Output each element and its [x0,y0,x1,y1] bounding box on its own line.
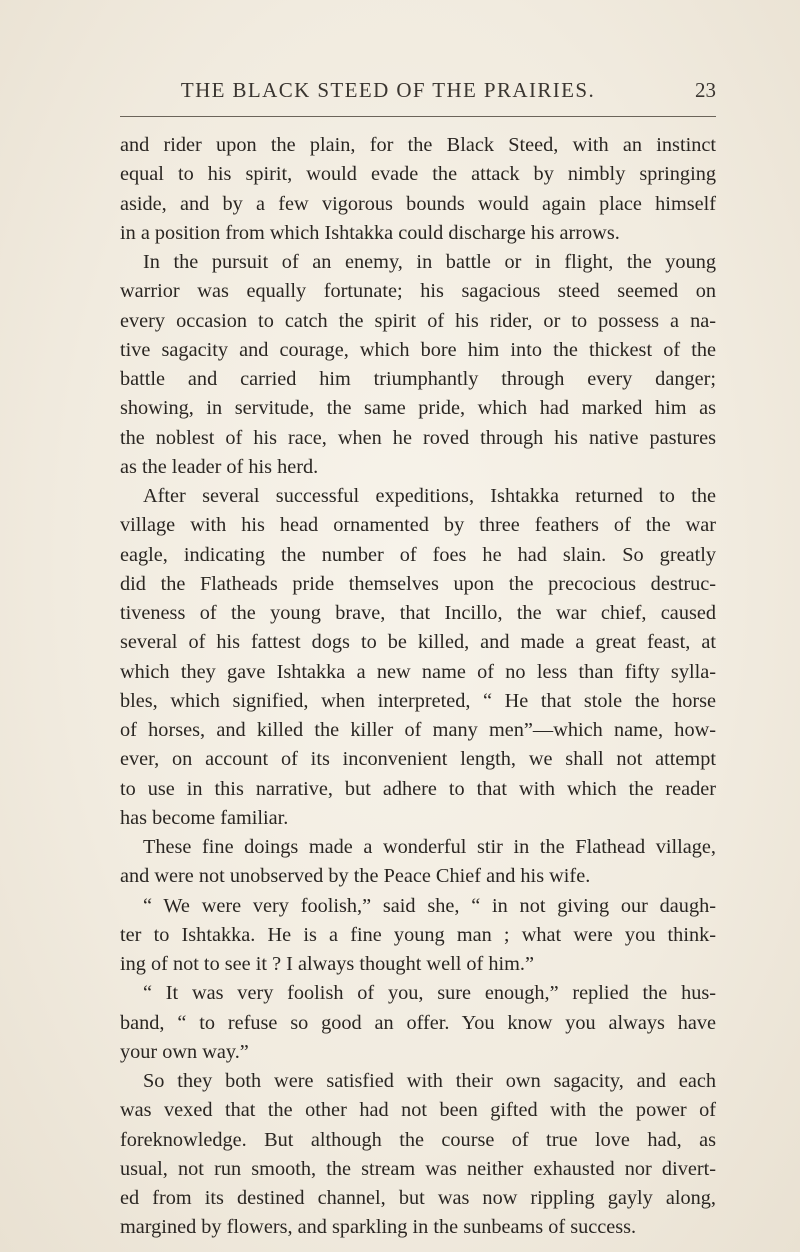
text-line: tive sagacity and courage, which bore him into the thickest of the [120,338,716,361]
text-line: village with his head ornamented by three feathers of the war [120,514,716,537]
text-line: ed from its destined channel, but was now rippling gayly along, [120,1187,716,1209]
text-line: In the pursuit of an enemy, in battle or in flight, the young [143,251,716,273]
text-line: has become familiar. [120,806,289,829]
page-header [120,78,716,110]
text-line: foreknowledge. But although the course of true love had, as [120,1128,716,1151]
text-line: and rider upon the plain, for the Black Steed, with an instinct [120,134,716,156]
text-line: eagle, indicating the number of foes he had slain. So greatly [120,543,716,566]
text-line: “ We were very foolish,” said she, “ in not giving our daugh- [143,894,716,917]
text-line: in a position from which Ishtakka could discharge his arrows. [120,221,620,244]
page-number: 23 [695,78,716,102]
text-line: showing, in servitude, the same pride, which had marked him as [120,397,716,420]
text-line: After several successful expeditions, Ishtakka returned to the [143,485,716,507]
text-line: These fine doings made a wonderful stir in the Flathead village, [143,836,716,858]
header-rule [120,116,716,117]
text-line: was vexed that the other had not been gifted with the power of [120,1099,716,1122]
text-line: ing of not to see it ? I always thought well of him.” [120,953,534,975]
text-line: ter to Ishtakka. He is a fine young man ; what were you think- [120,923,716,946]
text-line: every occasion to catch the spirit of his rider, or to possess a na- [120,309,716,332]
text-line: band, “ to refuse so good an offer. You know you always have [120,1011,716,1034]
text-line: usual, not run smooth, the stream was neither exhausted nor divert- [120,1157,716,1180]
text-line: warrior was equally fortunate; his sagacious steed seemed on [120,280,716,303]
text-line: to use in this narrative, but adhere to that with which the reader [120,777,716,800]
text-line: your own way.” [120,1040,249,1063]
text-line: and were not unobserved by the Peace Chief and his wife. [120,865,591,888]
text-line: of horses, and killed the killer of many men”—which name, how- [120,719,716,741]
text-line: So they both were satisfied with their own sagacity, and each [143,1070,716,1092]
text-line: which they gave Ishtakka a new name of no less than fifty sylla- [120,660,716,683]
text-line: as the leader of his herd. [120,455,319,478]
text-line: battle and carried him triumphantly through every danger; [120,368,716,390]
text-line: several of his fattest dogs to be killed, and made a great feast, at [120,631,716,654]
text-line: ever, on account of its inconvenient length, we shall not attempt [120,748,716,771]
body-text [120,131,716,1243]
text-line: margined by flowers, and sparkling in the sunbeams of success. [120,1216,637,1239]
running-title: THE BLACK STEED OF THE PRAIRIES. [180,78,596,102]
text-line: did the Flatheads pride themselves upon the precocious destruc- [120,572,716,595]
text-line: “ It was very foolish of you, sure enough,” replied the hus- [143,982,716,1005]
text-line: equal to his spirit, would evade the attack by nimbly springing [120,163,716,186]
text-line: aside, and by a few vigorous bounds would again place himself [120,192,716,215]
text-line: the noblest of his race, when he roved through his native pastures [120,426,716,449]
text-line: tiveness of the young brave, that Incillo, the war chief, caused [120,602,716,624]
text-line: bles, which signified, when interpreted, “ He that stole the horse [120,689,716,712]
